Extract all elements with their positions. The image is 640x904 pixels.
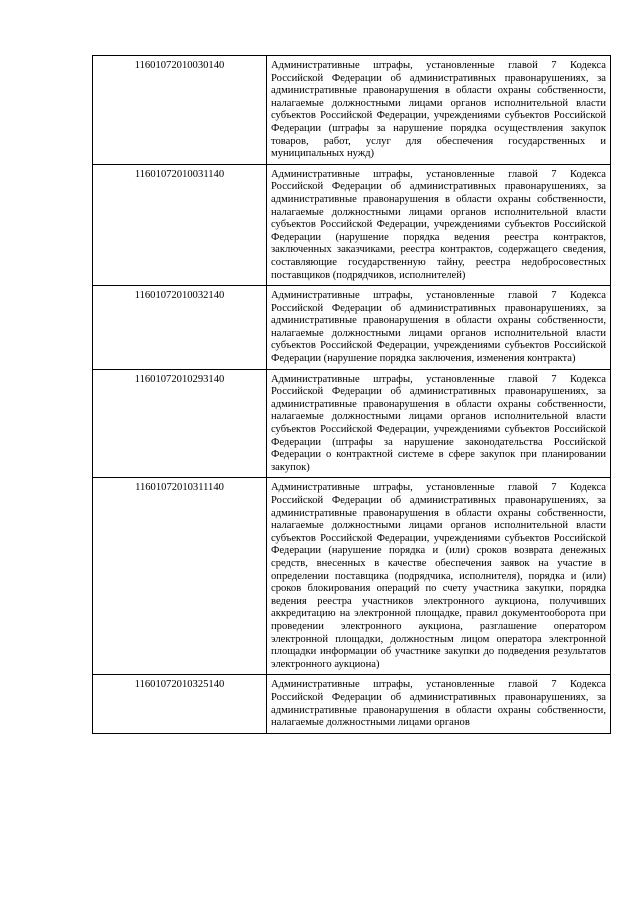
code-cell: 11601072010293140 bbox=[93, 369, 267, 478]
code-cell: 11601072010032140 bbox=[93, 286, 267, 370]
code-cell: 11601072010030140 bbox=[93, 56, 267, 165]
budget-codes-table bbox=[92, 55, 611, 734]
description-cell: Административные штрафы, установленные главой 7 Кодекса Российской Федерации об административных правонарушениях, за административные правонарушения в области охраны собственности, налагаемые должностными лицами органов исполнительной власти субъектов Российской Федерации, учреждениями субъектов Российской Федерации (штрафы за нарушение порядка осуществления закупок товаров, работ, услуг для обеспечения государственных и муниципальных нужд) bbox=[267, 56, 611, 165]
code-cell: 11601072010031140 bbox=[93, 164, 267, 285]
table-row bbox=[93, 286, 611, 370]
description-cell: Административные штрафы, установленные главой 7 Кодекса Российской Федерации об административных правонарушениях, за административные правонарушения в области охраны собственности, налагаемые должностными лицами органов исполнительной власти субъектов Российской Федерации, учреждениями субъектов Российской Федерации (нарушение порядка и (или) сроков возврата денежных средств, внесенных в качестве обеспечения заявок на участие в определении поставщика (подрядчика, исполнителя), порядка и (или) сроков блокирования операций по счету участника закупки, порядка ведения реестра участников электронного аукциона, получивших аккредитацию на электронной площадке, правил документооборота при проведении электронного аукциона, разглашение оператором электронной площадки, должностным лицом оператора электронной площадки информации об участнике закупки до подведения результатов электронного аукциона) bbox=[267, 478, 611, 675]
code-cell: 11601072010311140 bbox=[93, 478, 267, 675]
table-row bbox=[93, 478, 611, 675]
table-row bbox=[93, 369, 611, 478]
description-cell: Административные штрафы, установленные главой 7 Кодекса Российской Федерации об административных правонарушениях, за административные правонарушения в области охраны собственности, налагаемые должностными лицами органов исполнительной власти субъектов Российской Федерации, учреждениями субъектов Российской Федерации (нарушение порядка заключения, изменения контракта) bbox=[267, 286, 611, 370]
description-cell: Административные штрафы, установленные главой 7 Кодекса Российской Федерации об административных правонарушениях, за административные правонарушения в области охраны собственности, налагаемые должностными лицами органов исполнительной власти субъектов Российской Федерации, учреждениями субъектов Российской Федерации (штрафы за нарушение законодательства Российской Федерации о контрактной системе в сфере закупок при планировании закупок) bbox=[267, 369, 611, 478]
table-row bbox=[93, 56, 611, 165]
code-cell: 11601072010325140 bbox=[93, 675, 267, 733]
table-row bbox=[93, 675, 611, 733]
description-cell: Административные штрафы, установленные главой 7 Кодекса Российской Федерации об административных правонарушениях, за административные правонарушения в области охраны собственности, налагаемые должностными лицами органов bbox=[267, 675, 611, 733]
table-row bbox=[93, 164, 611, 285]
description-cell: Административные штрафы, установленные главой 7 Кодекса Российской Федерации об административных правонарушениях, за административные правонарушения в области охраны собственности, налагаемые должностными лицами органов исполнительной власти субъектов Российской Федерации, учреждениями субъектов Российской Федерации (нарушение порядка ведения реестра контрактов, заключенных заказчиками, реестра контрактов, содержащего сведения, составляющие государственную тайну, реестра недобросовестных поставщиков (подрядчиков, исполнителей) bbox=[267, 164, 611, 285]
